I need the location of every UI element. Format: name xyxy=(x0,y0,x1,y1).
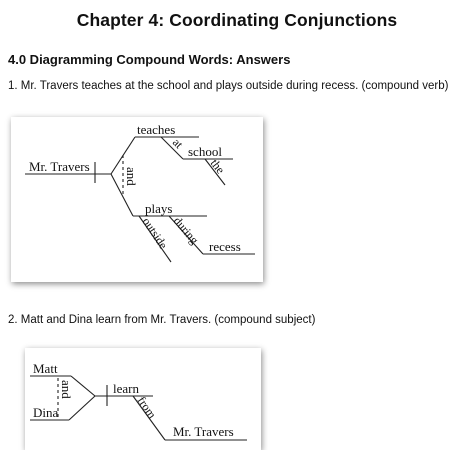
section-heading: 4.0 Diagramming Compound Words: Answers xyxy=(8,52,291,67)
chapter-title: Chapter 4: Coordinating Conjunctions xyxy=(76,10,398,30)
d1-object2-word: recess xyxy=(209,239,241,254)
d2-subject1-word: Matt xyxy=(33,361,58,376)
d2-object-word: Mr. Travers xyxy=(173,424,234,439)
d1-verb1-word: teaches xyxy=(137,122,176,137)
question-2-text: 2. Matt and Dina learn from Mr. Travers. (compound subject) xyxy=(8,314,316,326)
d2-verb-word: learn xyxy=(113,381,139,396)
d2-subject2-word: Dina xyxy=(33,405,59,420)
d1-object1-word: school xyxy=(188,144,222,159)
question-1-text: 1. Mr. Travers teaches at the school and plays outside during recess. (compound verb) xyxy=(8,80,449,92)
diagram-1-svg xyxy=(11,117,263,282)
d2-prep-word: from xyxy=(134,393,160,422)
d1-verb2-word: plays xyxy=(145,201,173,216)
d2-conjunction-word: and xyxy=(59,380,74,399)
d1-prep1-word: at xyxy=(169,135,186,152)
d2-converge-lower xyxy=(69,396,95,420)
diagram-2-svg xyxy=(25,348,261,450)
d1-adverb2-word: outside xyxy=(139,214,171,252)
diagram-1-compound-verb xyxy=(11,117,263,282)
d1-conjunction-word: and xyxy=(124,167,139,186)
d1-article1-word: the xyxy=(207,156,228,177)
d1-prep2-word: during xyxy=(170,213,202,247)
d1-subject-word: Mr. Travers xyxy=(29,159,90,174)
diagram-2-compound-subject xyxy=(25,348,261,450)
